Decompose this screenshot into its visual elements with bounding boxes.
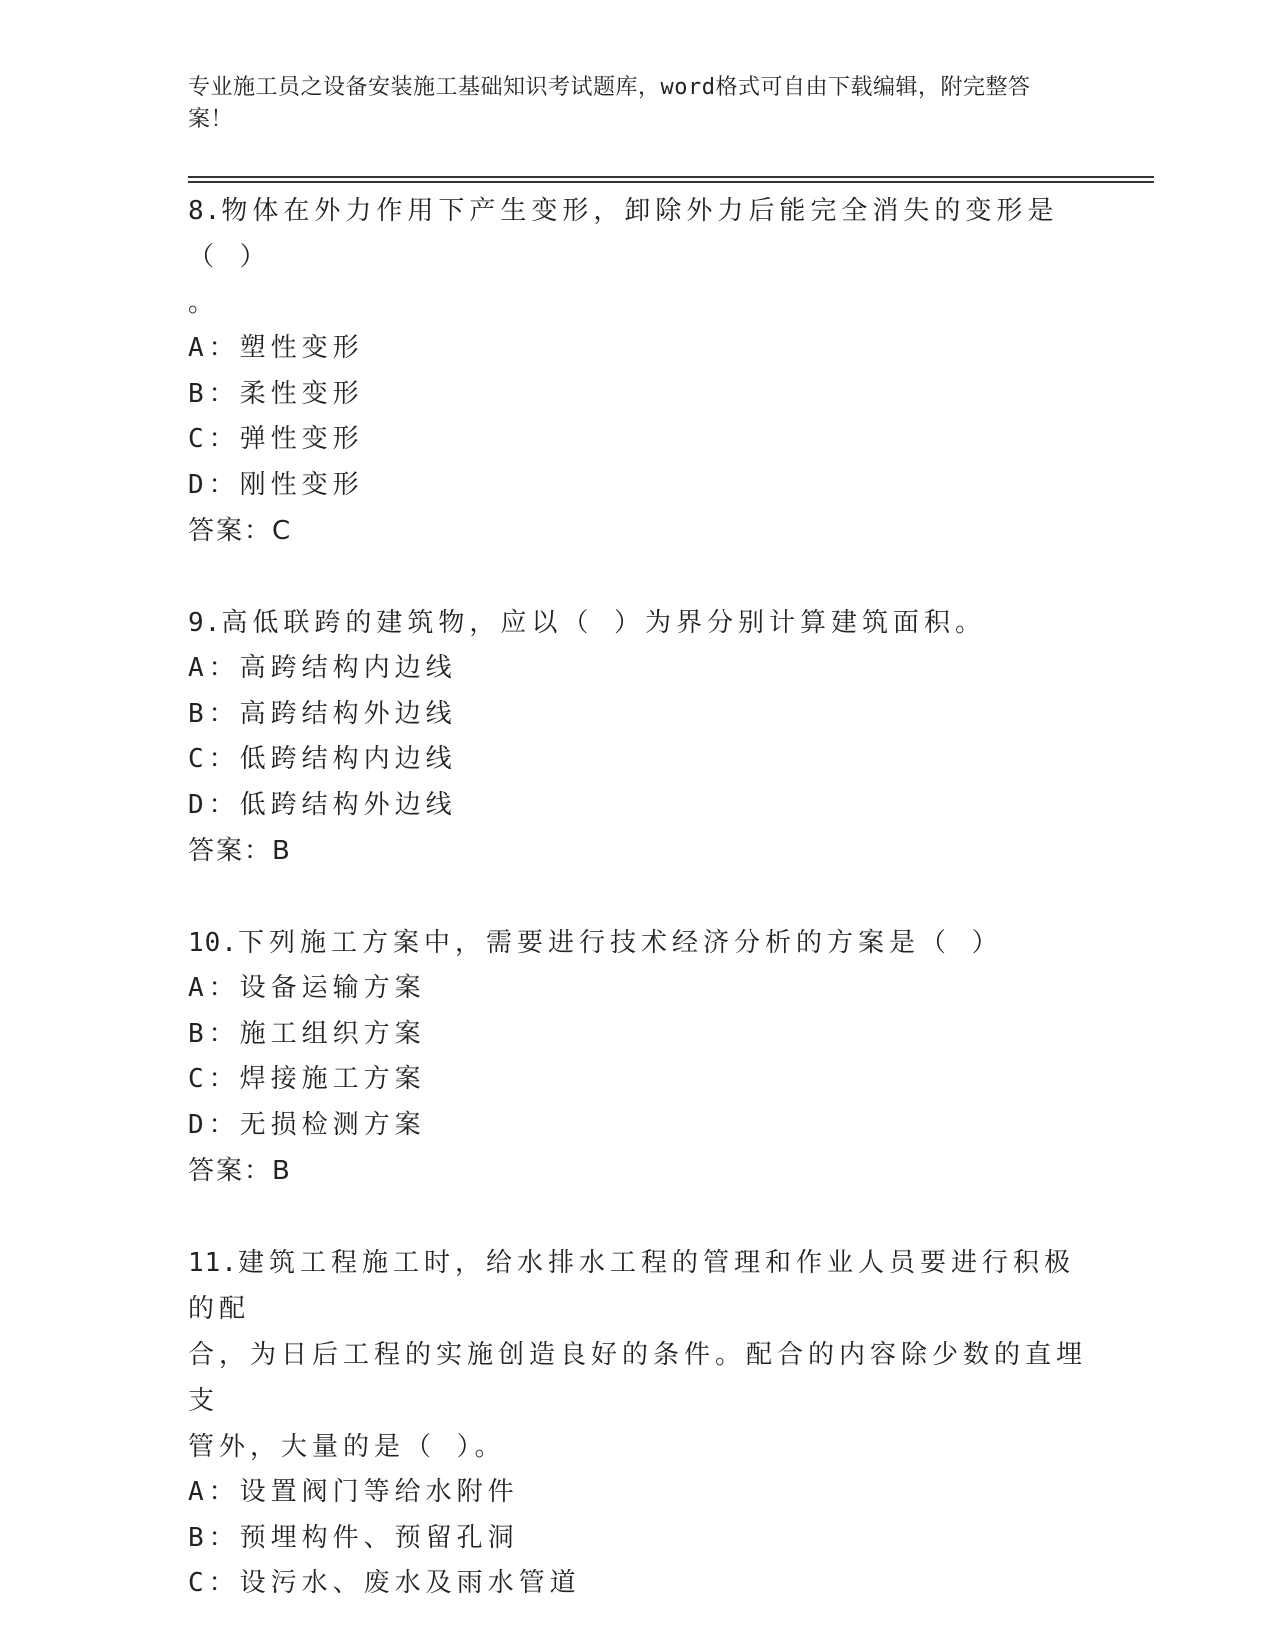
question-10 [188,920,1088,1194]
option-b: B：施工组织方案 [188,1018,426,1049]
question-number: 11. [188,1248,238,1278]
question-9 [188,600,1088,874]
option-b: B：高跨结构外边线 [188,698,457,729]
option-a: A：设置阀门等给水附件 [188,1477,519,1507]
question-text-line: 下列施工方案中，需要进行技术经济分析的方案是（ ） [237,928,1003,958]
spacer [188,1194,1088,1240]
question-text-line: 管外，大量的是（ ）。 [188,1432,506,1462]
option-a: A：高跨结构内边线 [188,653,457,683]
option-c: C：低跨结构内边线 [188,744,457,774]
option-c: C：弹性变形 [188,424,364,454]
question-text [188,600,1088,646]
question-text-line: 高低联跨的建筑物，应以（ ）为界分别计算建筑面积。 [221,608,986,638]
option-d: D：无损检测方案 [188,1109,426,1140]
question-number: 10. [188,928,238,958]
question-text [188,920,1088,966]
header-text: 专业施工员之设备安装施工基础知识考试题库，word格式可自由下载编辑，附完整答案！ [188,75,1031,132]
question-list [188,188,1088,1607]
option-c: C：设污水、废水及雨水管道 [188,1568,581,1598]
question-number: 8. [188,196,222,226]
spacer [188,874,1088,920]
option-b: B：柔性变形 [188,378,364,409]
option-d: D：低跨结构外边线 [188,789,457,820]
header-divider-bottom [188,181,1154,183]
question-11 [188,1240,1088,1607]
document-header [188,72,1068,136]
option-a: A：设备运输方案 [188,973,426,1003]
option-d: D：刚性变形 [188,469,364,500]
answer: 答案：B [188,1156,292,1186]
question-text-line: 物体在外力作用下产生变形，卸除外力后能完全消失的变形是（ ） [188,196,1059,272]
question-text [188,188,1088,280]
option-c: C：焊接施工方案 [188,1064,426,1094]
header-divider-top [188,176,1154,178]
question-text-line: 合，为日后工程的实施创造良好的条件。配合的内容除少数的直埋支 [188,1340,1088,1416]
question-text [188,1240,1088,1332]
option-b: B：预埋构件、预留孔洞 [188,1522,519,1553]
question-text-line: 建筑工程施工时，给水排水工程的管理和作业人员要进行积极的配 [188,1248,1075,1324]
answer: 答案：B [188,836,292,866]
question-text-line: 。 [188,288,220,318]
option-a: A：塑性变形 [188,333,364,363]
answer: 答案：C [188,516,293,546]
question-number: 9. [188,608,222,638]
question-8 [188,188,1088,554]
spacer [188,554,1088,600]
